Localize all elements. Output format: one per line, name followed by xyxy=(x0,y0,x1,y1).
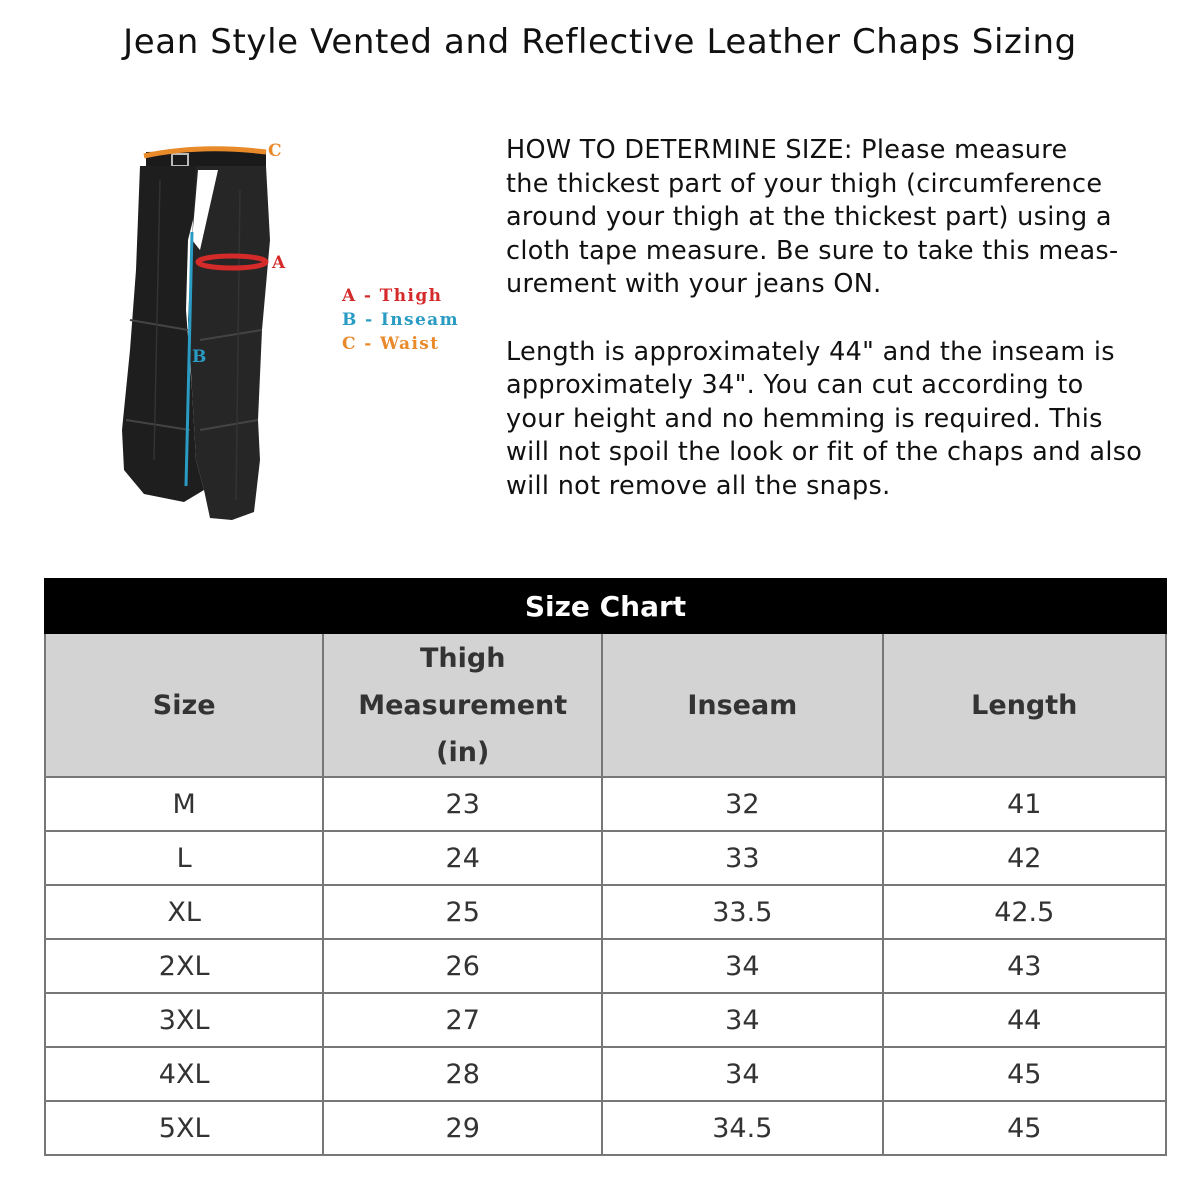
page-title: Jean Style Vented and Reflective Leather Chaps Sizing xyxy=(123,22,1077,62)
table-row xyxy=(45,1047,1166,1101)
cell-inseam: 33.5 xyxy=(602,885,882,939)
cell-size: 4XL xyxy=(45,1047,323,1101)
header-inseam: Inseam xyxy=(602,633,882,777)
table-row xyxy=(45,939,1166,993)
size-chart-caption-row xyxy=(45,579,1166,633)
cell-length: 45 xyxy=(883,1047,1166,1101)
cell-length: 45 xyxy=(883,1101,1166,1155)
cell-size: L xyxy=(45,831,323,885)
cell-thigh: 26 xyxy=(323,939,602,993)
cell-size: 5XL xyxy=(45,1101,323,1155)
cell-inseam: 34.5 xyxy=(602,1101,882,1155)
header-thigh xyxy=(323,633,602,777)
cell-thigh: 27 xyxy=(323,993,602,1047)
size-chart-caption: Size Chart xyxy=(45,579,1166,633)
cell-inseam: 34 xyxy=(602,1047,882,1101)
cell-length: 43 xyxy=(883,939,1166,993)
cell-size: M xyxy=(45,777,323,831)
header-size: Size xyxy=(45,633,323,777)
cell-length: 41 xyxy=(883,777,1166,831)
cell-thigh: 24 xyxy=(323,831,602,885)
legend-thigh: A - Thigh xyxy=(342,286,443,306)
instructions-length: Length is approximately 44" and the inseam is approximately 34". You can cut according to your height and no hemming is required. This will not spoil the look or fit of the chaps and also will not remove all the snaps. xyxy=(506,336,1143,501)
measurement-legend xyxy=(342,284,459,356)
table-row xyxy=(45,777,1166,831)
sizing-instructions xyxy=(506,134,1186,504)
cell-length: 44 xyxy=(883,993,1166,1047)
legend-inseam: B - Inseam xyxy=(342,310,459,330)
cell-inseam: 34 xyxy=(602,939,882,993)
cell-thigh: 25 xyxy=(323,885,602,939)
cell-length: 42 xyxy=(883,831,1166,885)
legend-waist: C - Waist xyxy=(342,334,440,354)
marker-a: A xyxy=(272,253,286,273)
table-row xyxy=(45,993,1166,1047)
table-row xyxy=(45,885,1166,939)
size-chart-table xyxy=(44,578,1167,1156)
table-row xyxy=(45,1101,1166,1155)
instructions-determine-size: HOW TO DETERMINE SIZE: Please measure the thickest part of your thigh (circumference around your thigh at the thickest part) using a cloth tape measure. Be sure to take this meas- urement with your jeans ON. xyxy=(506,135,1119,300)
cell-thigh: 28 xyxy=(323,1047,602,1101)
cell-inseam: 32 xyxy=(602,777,882,831)
cell-thigh: 29 xyxy=(323,1101,602,1155)
cell-inseam: 33 xyxy=(602,831,882,885)
cell-size: XL xyxy=(45,885,323,939)
header-thigh-line2: Measurement xyxy=(358,689,568,721)
header-length: Length xyxy=(883,633,1166,777)
cell-inseam: 34 xyxy=(602,993,882,1047)
marker-b: B xyxy=(192,347,207,367)
cell-thigh: 23 xyxy=(323,777,602,831)
header-thigh-line3: (in) xyxy=(436,736,490,768)
header-thigh-line1: Thigh xyxy=(419,642,506,674)
cell-size: 3XL xyxy=(45,993,323,1047)
cell-size: 2XL xyxy=(45,939,323,993)
marker-c: C xyxy=(268,141,282,161)
table-row xyxy=(45,831,1166,885)
cell-length: 42.5 xyxy=(883,885,1166,939)
size-chart-header-row xyxy=(45,633,1166,777)
